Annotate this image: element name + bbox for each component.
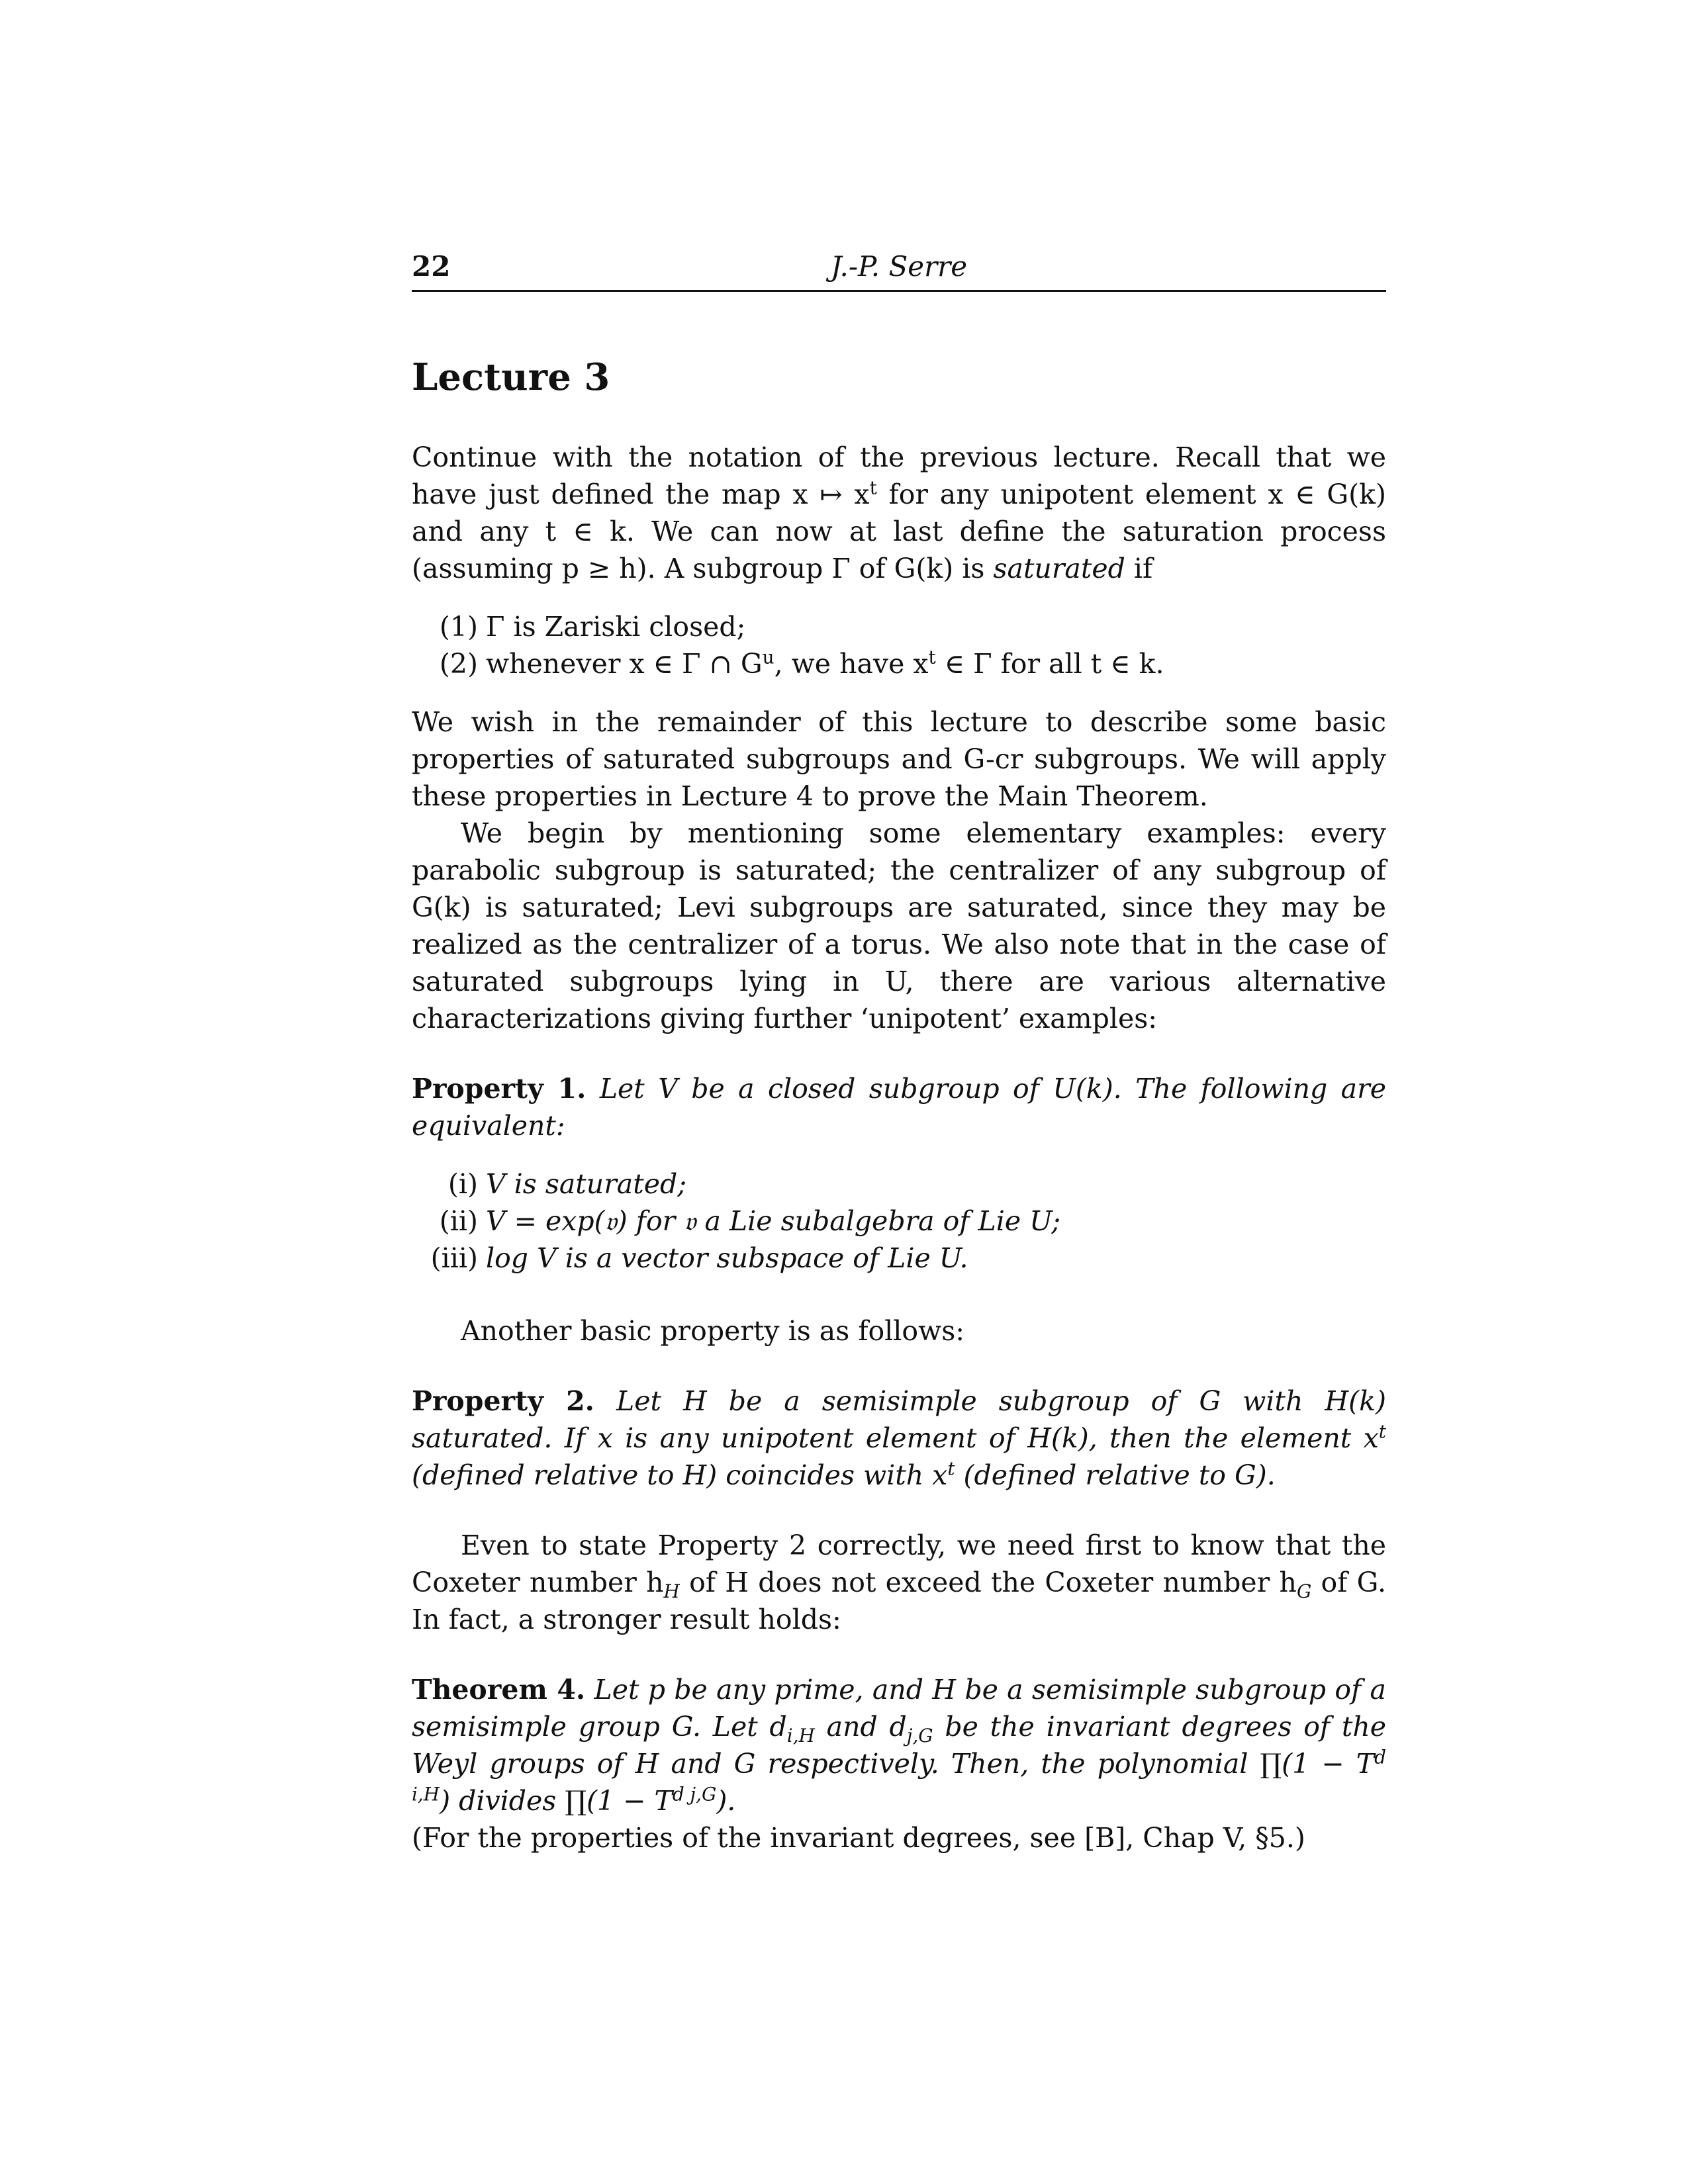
intro-paragraph: Continue with the notation of the previous lecture. Recall that we have just defined the map x ↦ $x^t$ for any unipotent element x ∈ G(k) and any t ∈ k. We can now at last define the saturation process (assuming p ≥ h). A subgroup Γ of G(k) is saturated if <box>412 441 1386 584</box>
page-body <box>412 354 1386 1856</box>
another-paragraph: Another basic property is as follows: <box>461 1315 965 1347</box>
theorem-4: Theorem 4. Let p be any prime, and H be a semisimple subgroup of a semisimple group G. Let $d_{i,H}$ and $d_{j,G}$ be the invariant degrees of the Weyl groups of H and G respectively. Then, the polynomial ∏(1 − $T^{d i,H}$) divides ∏(1 − $T^{d j,G}$). <box>412 1674 1387 1817</box>
condition-item: (1) Γ is Zariski closed; <box>439 611 746 643</box>
property-2: Property 2. Let H be a semisimple subgroup of G with H(k) saturated. If x is any unipotent element of H(k), then the element $x^t$ (defined relative to H) coincides with $x^t$ (defined relative to G). <box>412 1385 1386 1491</box>
wish-paragraph: We wish in the remainder of this lecture to describe some basic properties of saturated subgroups and G-cr subgroups. We will apply these properties in Lecture 4 to prove the Main Theorem. <box>412 706 1386 812</box>
lecture-title: Lecture 3 <box>412 355 610 399</box>
degrees-reference: (For the properties of the invariant degrees, see [B], Chap V, §5.) <box>412 1822 1305 1854</box>
property-1: Property 1. Let V be a closed subgroup of U(k). The following are equivalent: <box>412 1073 1386 1142</box>
condition-item: (2) whenever x ∈ Γ ∩ $G^u$, we have $x^t$ ∈ Γ for all t ∈ k. <box>439 646 1164 680</box>
saturated-term: saturated <box>993 553 1125 584</box>
page-number: 22 <box>412 250 451 283</box>
equivalence-item: (i) V is saturated; <box>447 1168 687 1200</box>
theorem-4-label: Theorem 4. <box>412 1674 586 1706</box>
running-head: J.-P. Serre <box>830 250 968 283</box>
saturation-conditions <box>412 608 1386 682</box>
coxeter-paragraph: Even to state Property 2 correctly, we need first to know that the Coxeter number $h_H$ of H does not exceed the Coxeter number $h_G$ of G. In fact, a stronger result holds: <box>412 1529 1386 1635</box>
running-header <box>412 250 1386 292</box>
equivalence-item: (ii) V = exp(𝔳) for 𝔳 a Lie subalgebra of Lie U; <box>439 1205 1061 1237</box>
examples-paragraph: We begin by mentioning some elementary examples: every parabolic subgroup is saturated; the centralizer of any subgroup of G(k) is saturated; Levi subgroups are saturated, since they may be realized as the centralizer of a torus. We also note that in the case of saturated subgroups lying in U, there are various alternative characterizations giving further ‘unipotent’ examples: <box>412 817 1386 1034</box>
property-1-label: Property 1. <box>412 1073 586 1105</box>
equivalence-item: (iii) log V is a vector subspace of Lie U. <box>430 1242 968 1274</box>
property-1-list <box>412 1165 1386 1277</box>
property-2-label: Property 2. <box>412 1385 594 1417</box>
